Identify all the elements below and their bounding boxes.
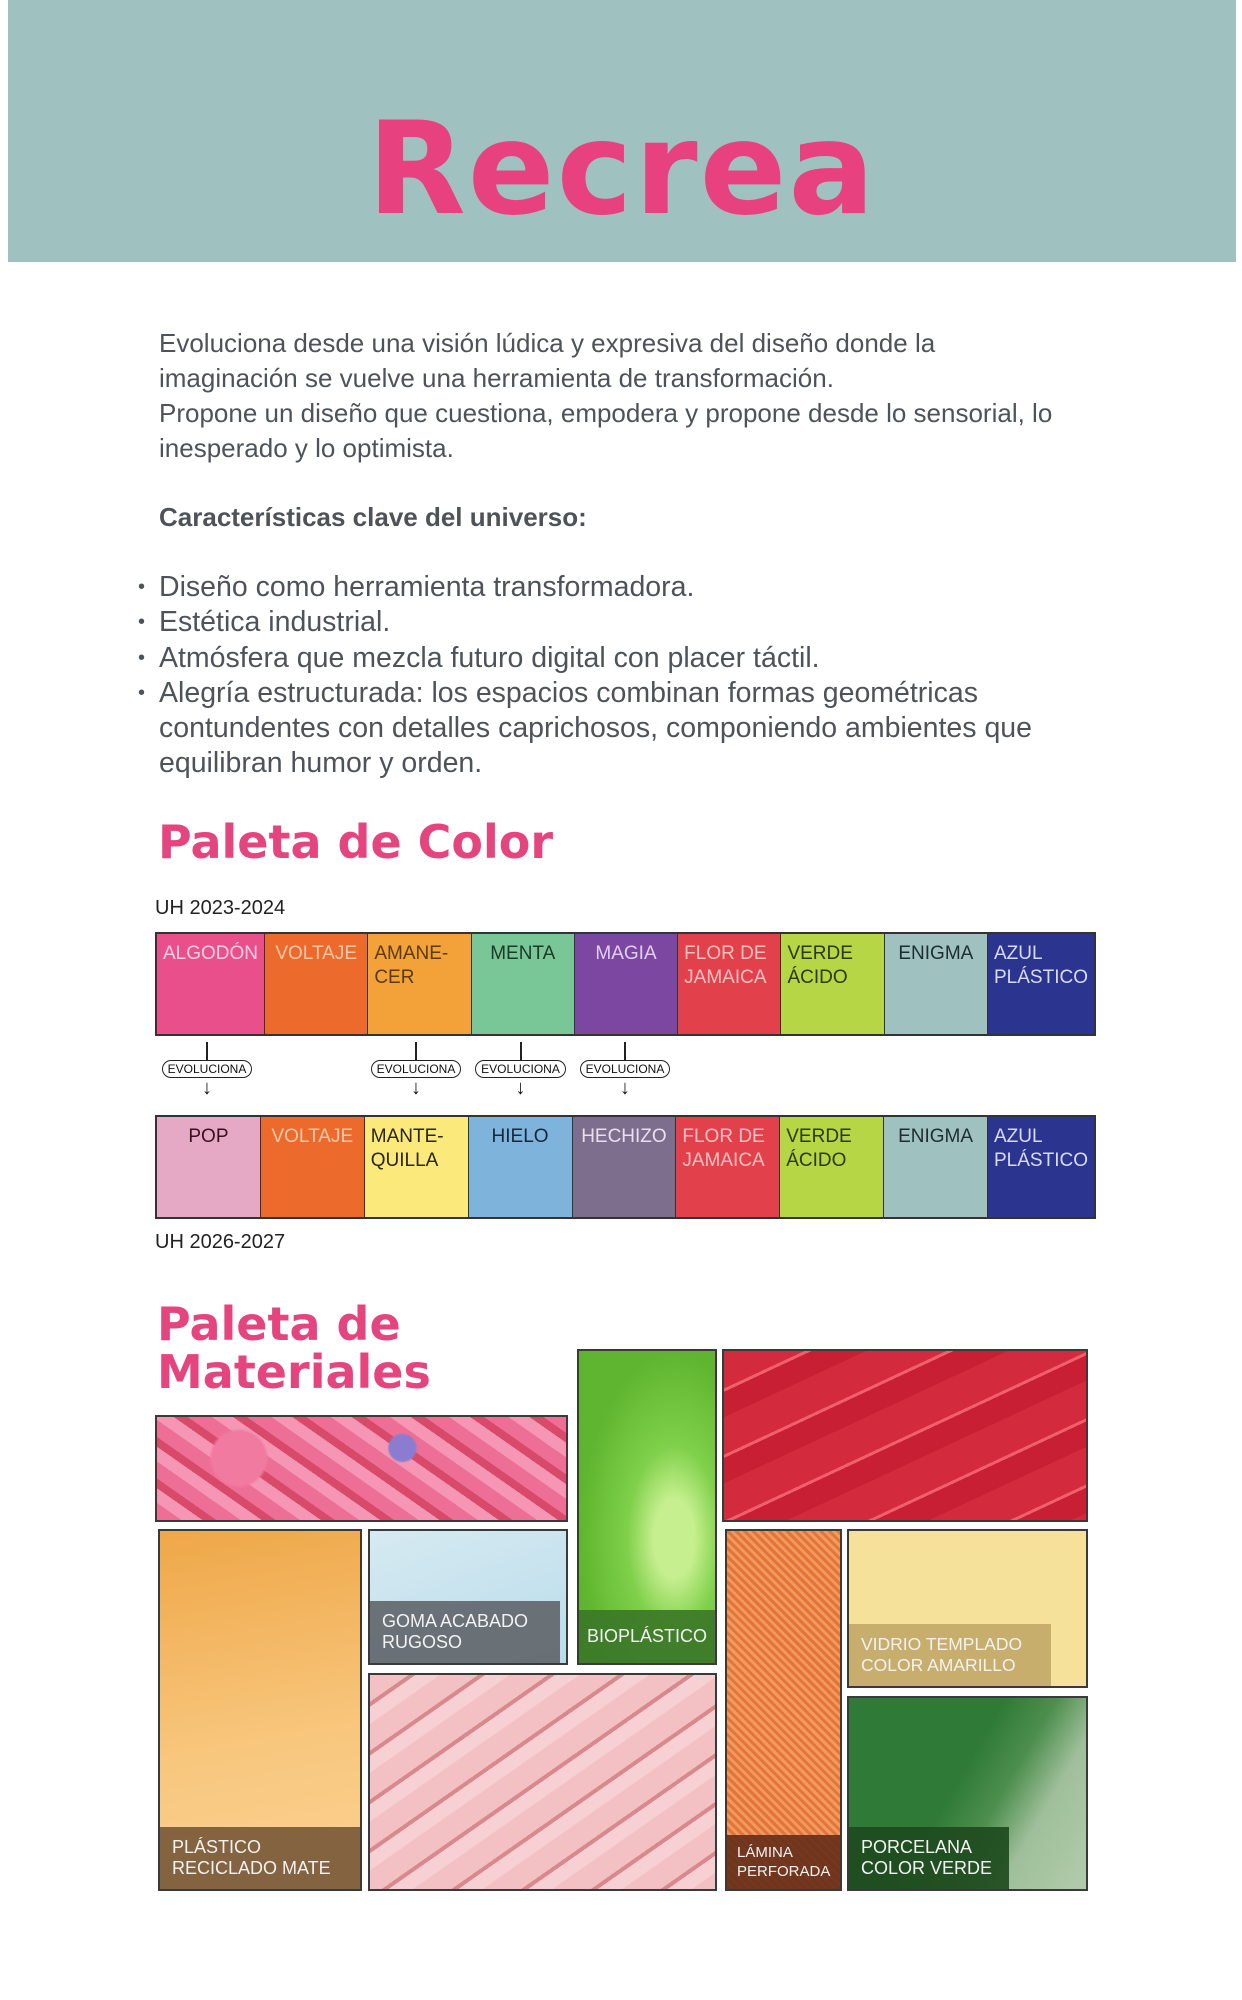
arrow-down-icon: ↓ [515, 1077, 526, 1099]
material-label: BIOPLÁSTICO [579, 1610, 715, 1663]
connector-line [624, 1042, 626, 1060]
material-tile-porcelana [847, 1696, 1088, 1891]
intro-paragraph-2: Propone un diseño que cuestiona, empodera y propone desde lo sensorial, lo inesperado y lo optimista. [159, 398, 1053, 463]
material-tile-bioplastico [577, 1349, 717, 1665]
evolution-connector [469, 1042, 573, 1098]
palette-row-2023 [155, 932, 1096, 1036]
material-image-pink-chips [155, 1415, 568, 1522]
color-swatch: HIELO [469, 1117, 573, 1217]
material-tile-goma [368, 1529, 568, 1665]
material-label: LÁMINA PERFORADA [727, 1835, 840, 1889]
materials-heading-line2: Materiales [157, 1345, 431, 1399]
arrow-down-icon: ↓ [620, 1077, 630, 1099]
material-tile-vidrio [847, 1529, 1088, 1688]
key-features-list [138, 570, 1098, 782]
color-swatch: AZUL PLÁSTICO [988, 934, 1094, 1034]
top-period-label: UH 2023-2024 [155, 897, 286, 919]
color-swatch: FLOR DE JAMAICA [678, 934, 781, 1034]
color-palette-heading: Paleta de Color [158, 815, 554, 869]
material-tile-plastico [158, 1529, 362, 1891]
intro-paragraph-1: Evoluciona desde una visión lúdica y expresiva del diseño donde la imaginación se vuelve una herramienta de transformación. [159, 328, 936, 393]
color-swatch: VERDE ÁCIDO [780, 1117, 884, 1217]
color-swatch: VERDE ÁCIDO [781, 934, 884, 1034]
color-swatch: MANTE-QUILLA [365, 1117, 469, 1217]
materials-heading-line1: Paleta de [157, 1297, 401, 1351]
color-swatch: ALGODÓN [157, 934, 265, 1034]
list-item: • Diseño como herramienta transformadora. [138, 570, 1098, 605]
list-item: • Alegría estructurada: los espacios combinan formas geométricas contundentes con detalles caprichosos, componiendo ambientes que equilibran humor y orden. [138, 676, 1098, 782]
material-image-pink-stripes [368, 1673, 717, 1891]
connector-line [415, 1042, 417, 1060]
list-item: • Atmósfera que mezcla futuro digital con placer táctil. [138, 641, 1098, 676]
evolves-badge: EVOLUCIONA [580, 1060, 671, 1078]
color-swatch: POP [157, 1117, 261, 1217]
material-tile-lamina [725, 1529, 842, 1891]
color-swatch: FLOR DE JAMAICA [676, 1117, 780, 1217]
connector-line [206, 1042, 208, 1060]
evolves-badge: EVOLUCIONA [371, 1060, 462, 1078]
arrow-down-icon: ↓ [202, 1077, 212, 1099]
color-swatch: AMANE-CER [368, 934, 471, 1034]
color-swatch: MENTA [472, 934, 575, 1034]
color-swatch: AZUL PLÁSTICO [988, 1117, 1094, 1217]
material-label: GOMA ACABADO RUGOSO [370, 1601, 560, 1663]
material-image-red-glass [722, 1349, 1088, 1522]
brand-logo: Recrea [367, 95, 877, 244]
evolves-badge: EVOLUCIONA [475, 1060, 566, 1078]
list-item: • Estética industrial. [138, 605, 1098, 640]
color-swatch: HECHIZO [573, 1117, 677, 1217]
connector-line [520, 1042, 522, 1060]
color-swatch: ENIGMA [884, 1117, 988, 1217]
evolution-connector [364, 1042, 468, 1098]
evolves-badge: EVOLUCIONA [162, 1060, 253, 1078]
palette-row-2026 [155, 1115, 1096, 1219]
color-swatch: VOLTAJE [265, 934, 368, 1034]
material-label: PORCELANA COLOR VERDE [849, 1827, 1009, 1889]
arrow-down-icon: ↓ [411, 1077, 421, 1099]
color-swatch: MAGIA [575, 934, 678, 1034]
key-features-heading: Características clave del universo: [159, 502, 587, 532]
color-swatch: ENIGMA [885, 934, 988, 1034]
materials-heading [157, 1297, 431, 1399]
evolution-connector [573, 1042, 677, 1098]
header-banner [8, 0, 1236, 262]
bottom-period-label: UH 2026-2027 [155, 1231, 286, 1253]
material-label: VIDRIO TEMPLADO COLOR AMARILLO [849, 1624, 1051, 1686]
material-label: PLÁSTICO RECICLADO MATE [160, 1827, 360, 1889]
color-swatch: VOLTAJE [261, 1117, 365, 1217]
evolution-connector [155, 1042, 259, 1098]
